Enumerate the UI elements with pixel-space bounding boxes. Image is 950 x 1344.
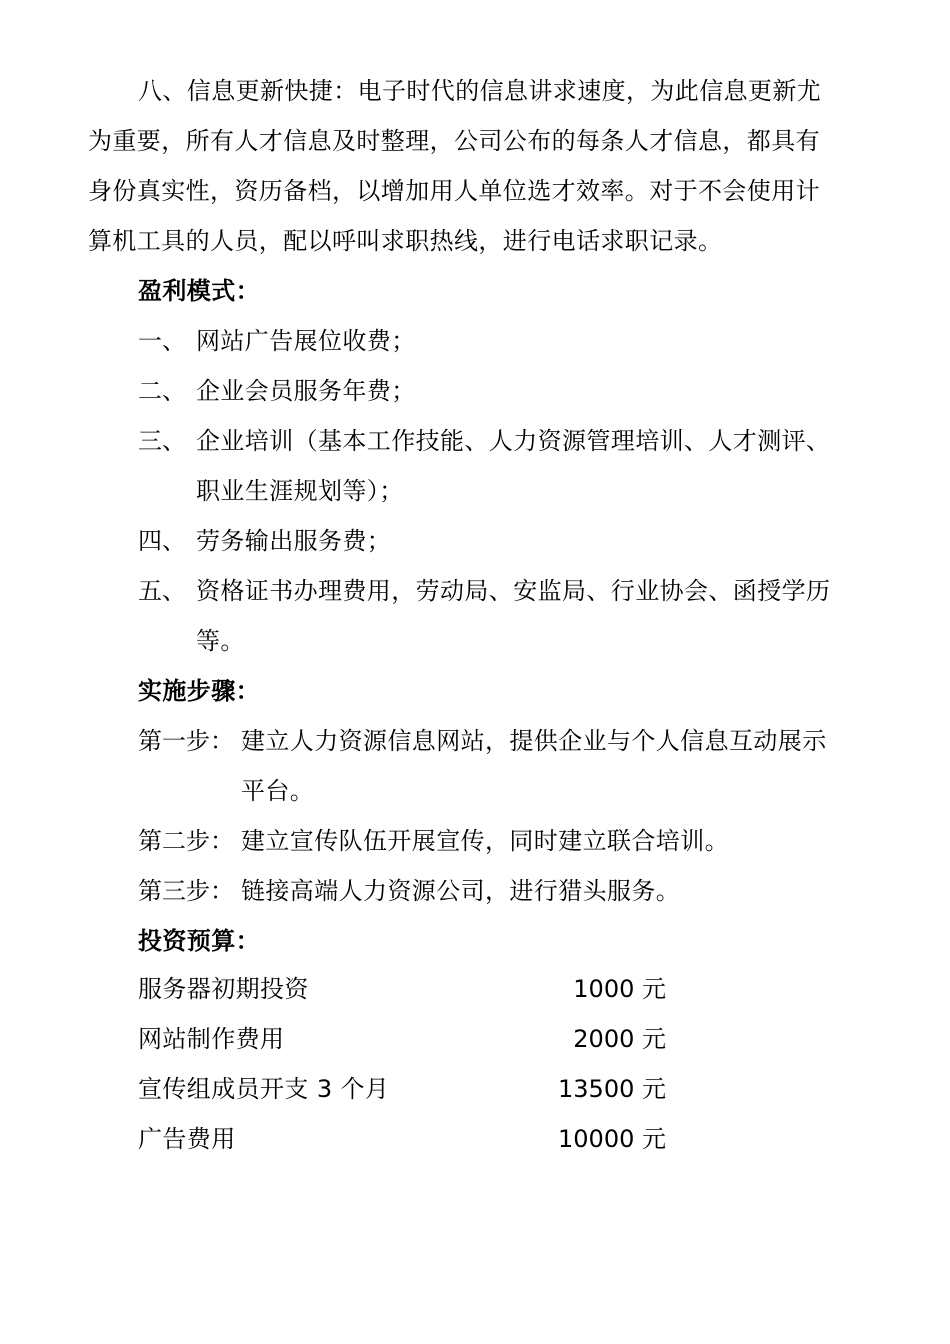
step-3-label: 第三步： [138, 877, 234, 905]
profit-heading: 盈利模式： [138, 277, 260, 305]
budget-heading: 投资预算： [138, 927, 260, 955]
profit-item-5-text-2: 等。 [196, 627, 245, 655]
profit-item-3-text-1: 企业培训（基本工作技能、人力资源管理培训、人才测评、 [196, 427, 831, 455]
budget-row-2-item: 网站制作费用 [138, 1025, 285, 1053]
intro-line-2: 为重要，所有人才信息及时整理，公司公布的每条人才信息，都具有 [88, 127, 820, 155]
budget-row-4-item: 广告费用 [138, 1125, 236, 1153]
step-1-label: 第一步： [138, 727, 234, 755]
step-2-text: 建立宣传队伍开展宣传，同时建立联合培训。 [241, 827, 729, 855]
budget-row-3-item: 宣传组成员开支 3 个月 [138, 1075, 390, 1103]
step-2-label: 第二步： [138, 827, 234, 855]
intro-line-1: 八、信息更新快捷：电子时代的信息讲求速度，为此信息更新尤 [138, 77, 822, 105]
profit-item-1-text: 网站广告展位收费； [196, 327, 416, 355]
profit-item-4-num: 四、 [138, 527, 186, 555]
step-1-text-1: 建立人力资源信息网站，提供企业与个人信息互动展示 [241, 727, 827, 755]
profit-item-3-num: 三、 [138, 427, 186, 455]
budget-row-1-item: 服务器初期投资 [138, 975, 309, 1003]
step-1-text-2: 平台。 [241, 777, 315, 805]
budget-row-4-amount: 10000 元 [558, 1125, 666, 1153]
budget-row-2-amount: 2000 元 [573, 1025, 666, 1053]
profit-item-5-text-1: 资格证书办理费用，劳动局、安监局、行业协会、函授学历 [196, 577, 831, 605]
step-3-text: 链接高端人力资源公司，进行猎头服务。 [241, 877, 681, 905]
profit-item-2-num: 二、 [138, 377, 186, 405]
profit-item-4-text: 劳务输出服务费； [196, 527, 392, 555]
profit-item-5-num: 五、 [138, 577, 186, 605]
intro-line-3: 身份真实性，资历备档，以增加用人单位选才效率。对于不会使用计 [88, 177, 820, 205]
budget-row-3-amount: 13500 元 [558, 1075, 666, 1103]
budget-row-1-amount: 1000 元 [573, 975, 666, 1003]
profit-item-2-text: 企业会员服务年费； [196, 377, 416, 405]
profit-item-1-num: 一、 [138, 327, 186, 355]
profit-item-3-text-2: 职业生涯规划等）； [196, 477, 404, 505]
intro-line-4: 算机工具的人员，配以呼叫求职热线，进行电话求职记录。 [88, 227, 723, 255]
steps-heading: 实施步骤： [138, 677, 260, 705]
